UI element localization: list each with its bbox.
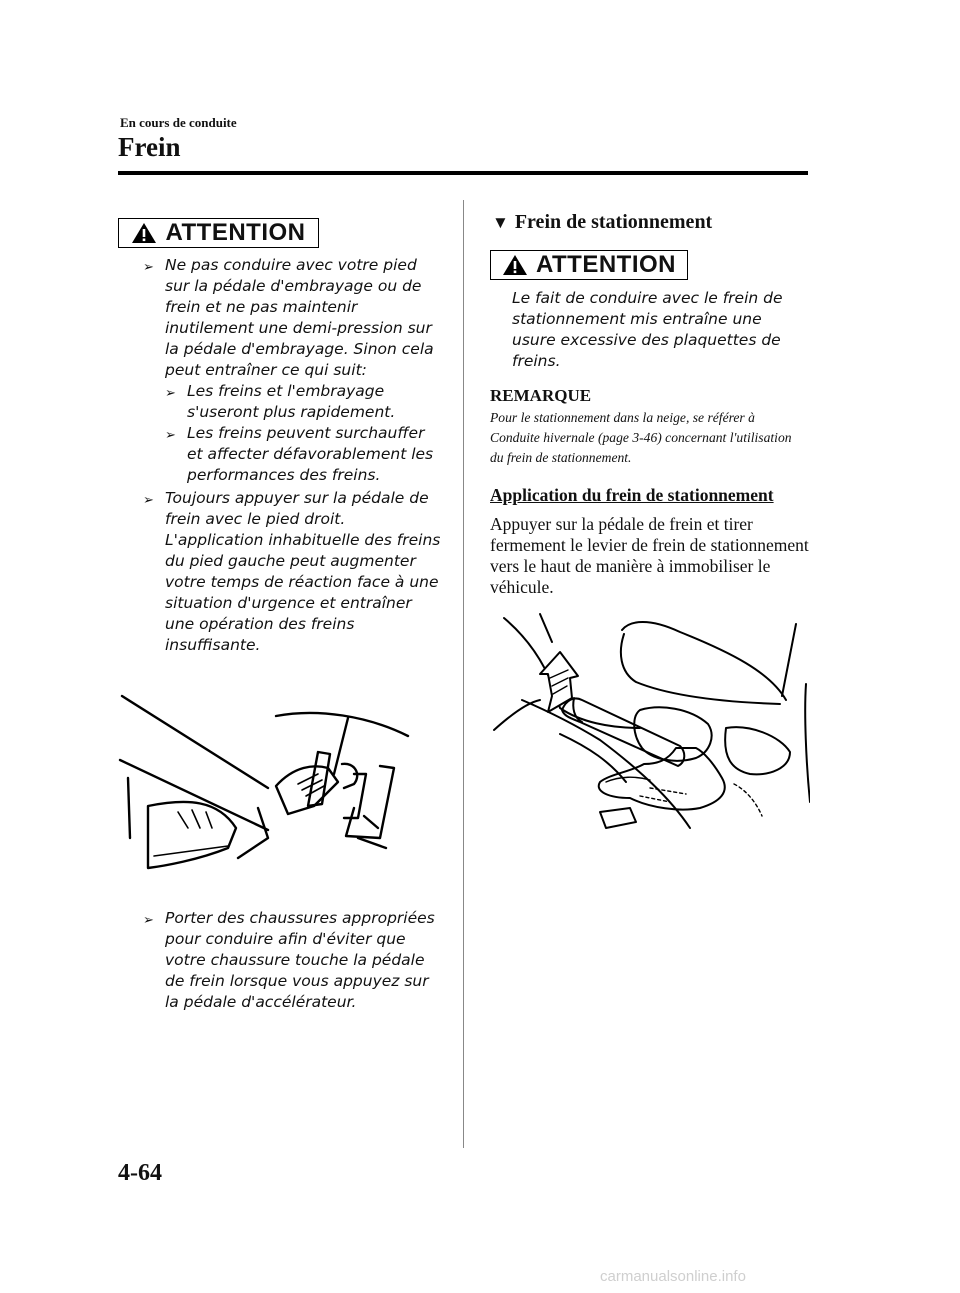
attention-bullets-left bbox=[143, 255, 443, 656]
attention-box-left bbox=[118, 218, 319, 248]
sub-bullet-text: Les freins peuvent surchauffer et affecter défavorablement les performances des freins. bbox=[187, 424, 434, 484]
page-number: 4-64 bbox=[118, 1160, 162, 1186]
arrowhead-bullet-icon: ➢ bbox=[165, 428, 176, 443]
bullet-text: Porter des chaussures appropriées pour conduire afin d'éviter que votre chaussure touche la pédale de frein lorsque vous appuyez sur la pédale d'accélérateur. bbox=[165, 909, 435, 1011]
bullet-item bbox=[143, 908, 443, 1013]
bullet-item bbox=[143, 255, 443, 381]
section-heading bbox=[492, 211, 712, 234]
body-text: Appuyer sur la pédale de frein et tirer fermement le levier de frein de stationnement vers le haut de manière à immobiliser le véhicule. bbox=[490, 514, 809, 597]
attention-box-right bbox=[490, 250, 688, 280]
title-rule bbox=[118, 171, 808, 175]
page-title: Frein bbox=[118, 132, 181, 162]
arrowhead-bullet-icon: ➢ bbox=[165, 386, 176, 401]
pedal-illustration bbox=[118, 688, 418, 888]
arrowhead-bullet-icon: ➢ bbox=[143, 260, 154, 275]
arrowhead-bullet-icon: ➢ bbox=[143, 913, 154, 928]
bullet-text: Toujours appuyer sur la pédale de frein avec le pied droit. L'application inhabituelle des freins du pied gauche peut augmenter votre temps de réaction face à une situation d'urgence et entraîner une opération des freins insuffisante. bbox=[165, 489, 441, 654]
bullet-text: Ne pas conduire avec votre pied sur la pédale d'embrayage ou de frein et ne pas maintenir inutilement une demi-pression sur la pédale d'embrayage. Sinon cela peut entraîner ce qui suit: bbox=[165, 256, 434, 379]
bullet-item bbox=[143, 488, 443, 656]
bullet-after-illustration bbox=[143, 908, 443, 1013]
sub-bullet-item bbox=[143, 423, 443, 486]
remarque-title: REMARQUE bbox=[490, 386, 592, 405]
parking-brake-illustration bbox=[490, 612, 810, 844]
warning-triangle-icon bbox=[131, 222, 157, 244]
attention-label-left: ATTENTION bbox=[165, 219, 306, 246]
warning-triangle-icon bbox=[502, 254, 528, 276]
footer-watermark: carmanualsonline.info bbox=[600, 1268, 746, 1285]
sub-bullet-item bbox=[143, 381, 443, 423]
column-divider bbox=[463, 200, 464, 1148]
triangle-down-icon: ▼ bbox=[492, 212, 509, 232]
remarque-text: Pour le stationnement dans la neige, se référer à Conduite hivernale (page 3-46) concernant l'utilisation du frein de stationnement. bbox=[490, 410, 792, 465]
arrowhead-bullet-icon: ➢ bbox=[143, 493, 154, 508]
attention-label-right: ATTENTION bbox=[535, 251, 677, 278]
sub-bullet-text: Les freins et l'embrayage s'useront plus rapidement. bbox=[187, 382, 396, 421]
section-heading-text: Frein de stationnement bbox=[514, 211, 713, 233]
attention-text-right: Le fait de conduire avec le frein de stationnement mis entraîne une usure excessive des plaquettes de freins. bbox=[512, 289, 783, 370]
section-label: En cours de conduite bbox=[120, 115, 237, 130]
subheading: Application du frein de stationnement bbox=[490, 485, 774, 505]
